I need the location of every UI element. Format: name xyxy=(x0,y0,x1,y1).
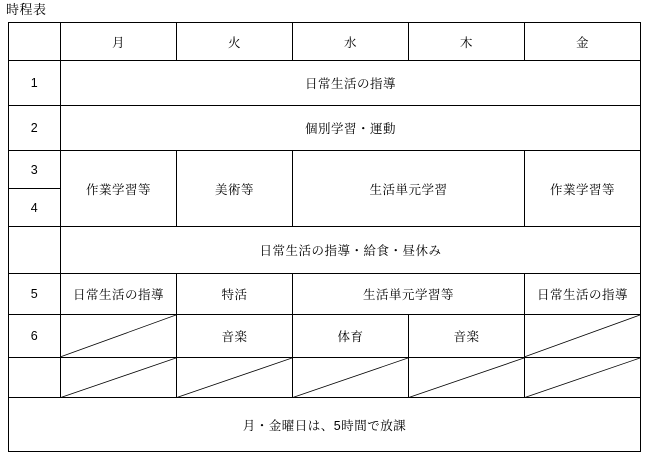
period-label-lunch xyxy=(9,227,61,274)
cell-period1-all: 日常生活の指導 xyxy=(61,61,641,106)
cell-period2-all: 個別学習・運動 xyxy=(61,106,641,151)
period-label-6: 6 xyxy=(9,314,61,357)
diagonal-slash-icon xyxy=(525,358,640,397)
cell-period5-tue: 特活 xyxy=(177,274,293,314)
header-day-thu: 木 xyxy=(409,23,525,61)
header-day-wed: 水 xyxy=(293,23,409,61)
diagonal-slash-icon xyxy=(177,358,292,397)
cell-period5-wed-thu: 生活単元学習等 xyxy=(293,274,525,314)
cell-blankrow-tue xyxy=(177,357,293,397)
schedule-table-container xyxy=(8,22,640,452)
cell-period5-mon: 日常生活の指導 xyxy=(61,274,177,314)
cell-lunch-all: 日常生活の指導・給食・昼休み xyxy=(61,227,641,274)
cell-blankrow-mon xyxy=(61,357,177,397)
header-day-mon: 月 xyxy=(61,23,177,61)
period-label-3: 3 xyxy=(9,150,61,188)
period-label-blank xyxy=(9,357,61,397)
cell-footer-note: 月・金曜日は、5時間で放課 xyxy=(9,398,641,452)
cell-period34-wed-thu: 生活単元学習 xyxy=(293,150,525,226)
period-label-5: 5 xyxy=(9,274,61,314)
cell-period6-mon-blank xyxy=(61,314,177,357)
table-row xyxy=(9,314,641,357)
diagonal-slash-icon xyxy=(293,358,408,397)
period-label-2: 2 xyxy=(9,106,61,151)
page-title: 時程表 xyxy=(6,2,47,17)
cell-period6-wed: 体育 xyxy=(293,314,409,357)
cell-period6-fri-blank xyxy=(525,314,641,357)
table-row xyxy=(9,398,641,452)
cell-blankrow-fri xyxy=(525,357,641,397)
diagonal-slash-icon xyxy=(409,358,524,397)
cell-period6-tue: 音楽 xyxy=(177,314,293,357)
header-corner-cell xyxy=(9,23,61,61)
cell-period34-mon: 作業学習等 xyxy=(61,150,177,226)
header-day-fri: 金 xyxy=(525,23,641,61)
cell-blankrow-thu xyxy=(409,357,525,397)
cell-period34-tue: 美術等 xyxy=(177,150,293,226)
period-label-1: 1 xyxy=(9,61,61,106)
table-header-row xyxy=(9,23,641,61)
diagonal-slash-icon xyxy=(525,315,640,357)
table-row xyxy=(9,274,641,314)
schedule-table xyxy=(8,22,641,452)
cell-period34-fri: 作業学習等 xyxy=(525,150,641,226)
table-row xyxy=(9,61,641,106)
table-row xyxy=(9,150,641,188)
cell-blankrow-wed xyxy=(293,357,409,397)
cell-period6-thu: 音楽 xyxy=(409,314,525,357)
diagonal-slash-icon xyxy=(61,315,176,357)
diagonal-slash-icon xyxy=(61,358,176,397)
table-row xyxy=(9,227,641,274)
table-row xyxy=(9,357,641,397)
table-row xyxy=(9,106,641,151)
period-label-4: 4 xyxy=(9,189,61,227)
cell-period5-fri: 日常生活の指導 xyxy=(525,274,641,314)
header-day-tue: 火 xyxy=(177,23,293,61)
